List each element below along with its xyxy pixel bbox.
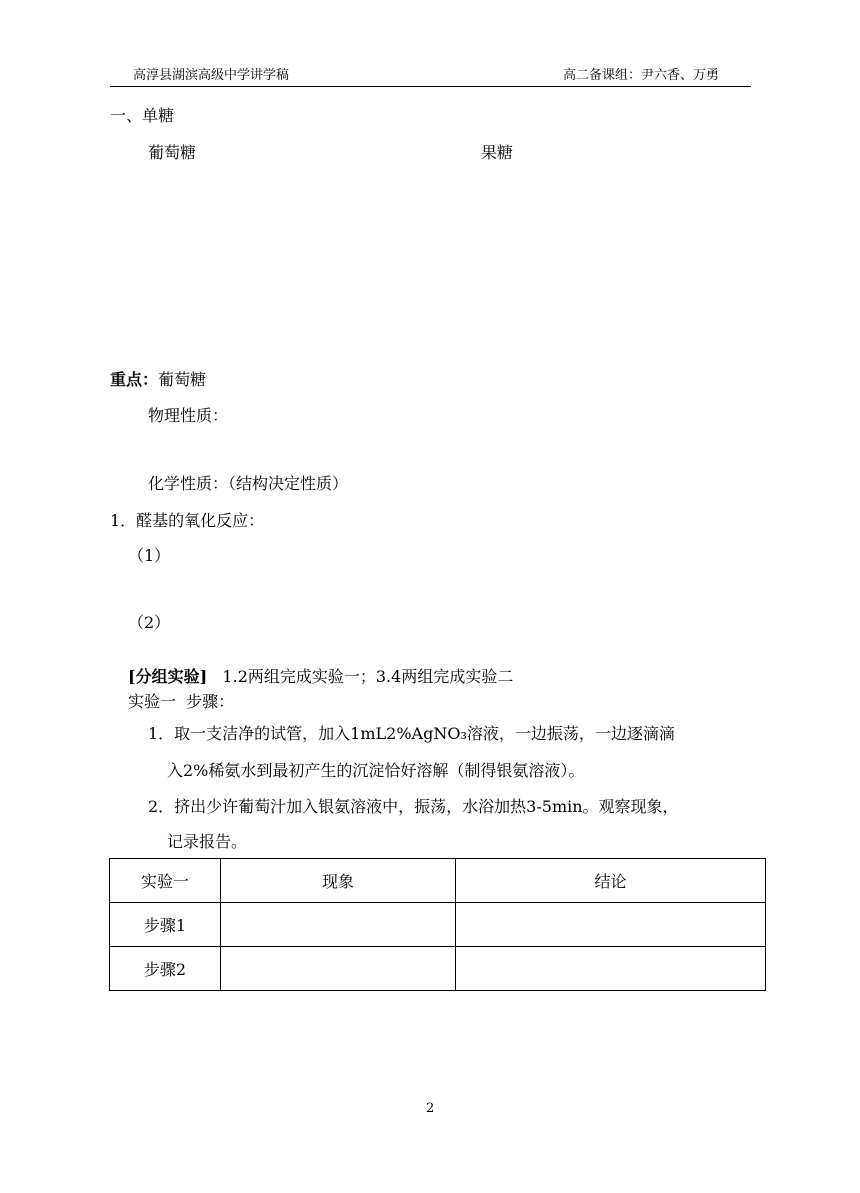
focus-topic: 葡萄糖: [158, 370, 207, 389]
experiment-table: [109, 858, 766, 991]
group-text: 1.2两组完成实验一；3.4两组完成实验二: [222, 667, 514, 686]
table-cell: [456, 947, 766, 991]
physical-properties: 物理性质：: [148, 406, 229, 425]
table-cell: 步骤1: [110, 903, 221, 947]
header-rule: [110, 86, 751, 87]
group-experiment-line: [128, 664, 513, 687]
table-header-row: [110, 859, 766, 903]
experiment-1-title: 实验一 步骤：: [128, 692, 235, 711]
table-cell: 步骤2: [110, 947, 221, 991]
table-cell: [456, 903, 766, 947]
step-2-line-2: 记录报告。: [167, 832, 248, 851]
fructose-label: 果糖: [481, 143, 514, 162]
chemical-properties: 化学性质：（结构决定性质）: [148, 474, 349, 493]
header-left: 高淳县湖滨高级中学讲学稿: [133, 68, 290, 83]
item-1: 1．醛基的氧化反应：: [110, 511, 265, 530]
sub-item-1: （1）: [128, 546, 171, 565]
table-header-cell: 现象: [221, 859, 456, 903]
step-1-line-1: 1．取一支洁净的试管，加入1mL2%AgNO₃溶液，一边振荡，一边逐滴滴: [148, 724, 675, 743]
focus-label: 重点：: [110, 370, 159, 389]
table-header-cell: 结论: [456, 859, 766, 903]
step-2-line-1: 2．挤出少许葡萄汁加入银氨溶液中，振荡，水浴加热3-5min。观察现象，: [148, 797, 679, 816]
header-right: 高二备课组：尹六香、万勇: [563, 68, 720, 83]
sub-item-2: （2）: [128, 613, 171, 632]
table-cell: [221, 903, 456, 947]
table-row: [110, 947, 766, 991]
glucose-label: 葡萄糖: [148, 143, 197, 162]
table-row: [110, 903, 766, 947]
focus-line: [110, 367, 206, 390]
group-label: [分组实验]: [128, 667, 208, 686]
step-1-line-2: 入2%稀氨水到最初产生的沉淀恰好溶解（制得银氨溶液）。: [167, 761, 585, 780]
table-header-cell: 实验一: [110, 859, 221, 903]
table-cell: [221, 947, 456, 991]
section-title: 一、单糖: [110, 106, 175, 125]
page-number: 2: [426, 1101, 435, 1116]
